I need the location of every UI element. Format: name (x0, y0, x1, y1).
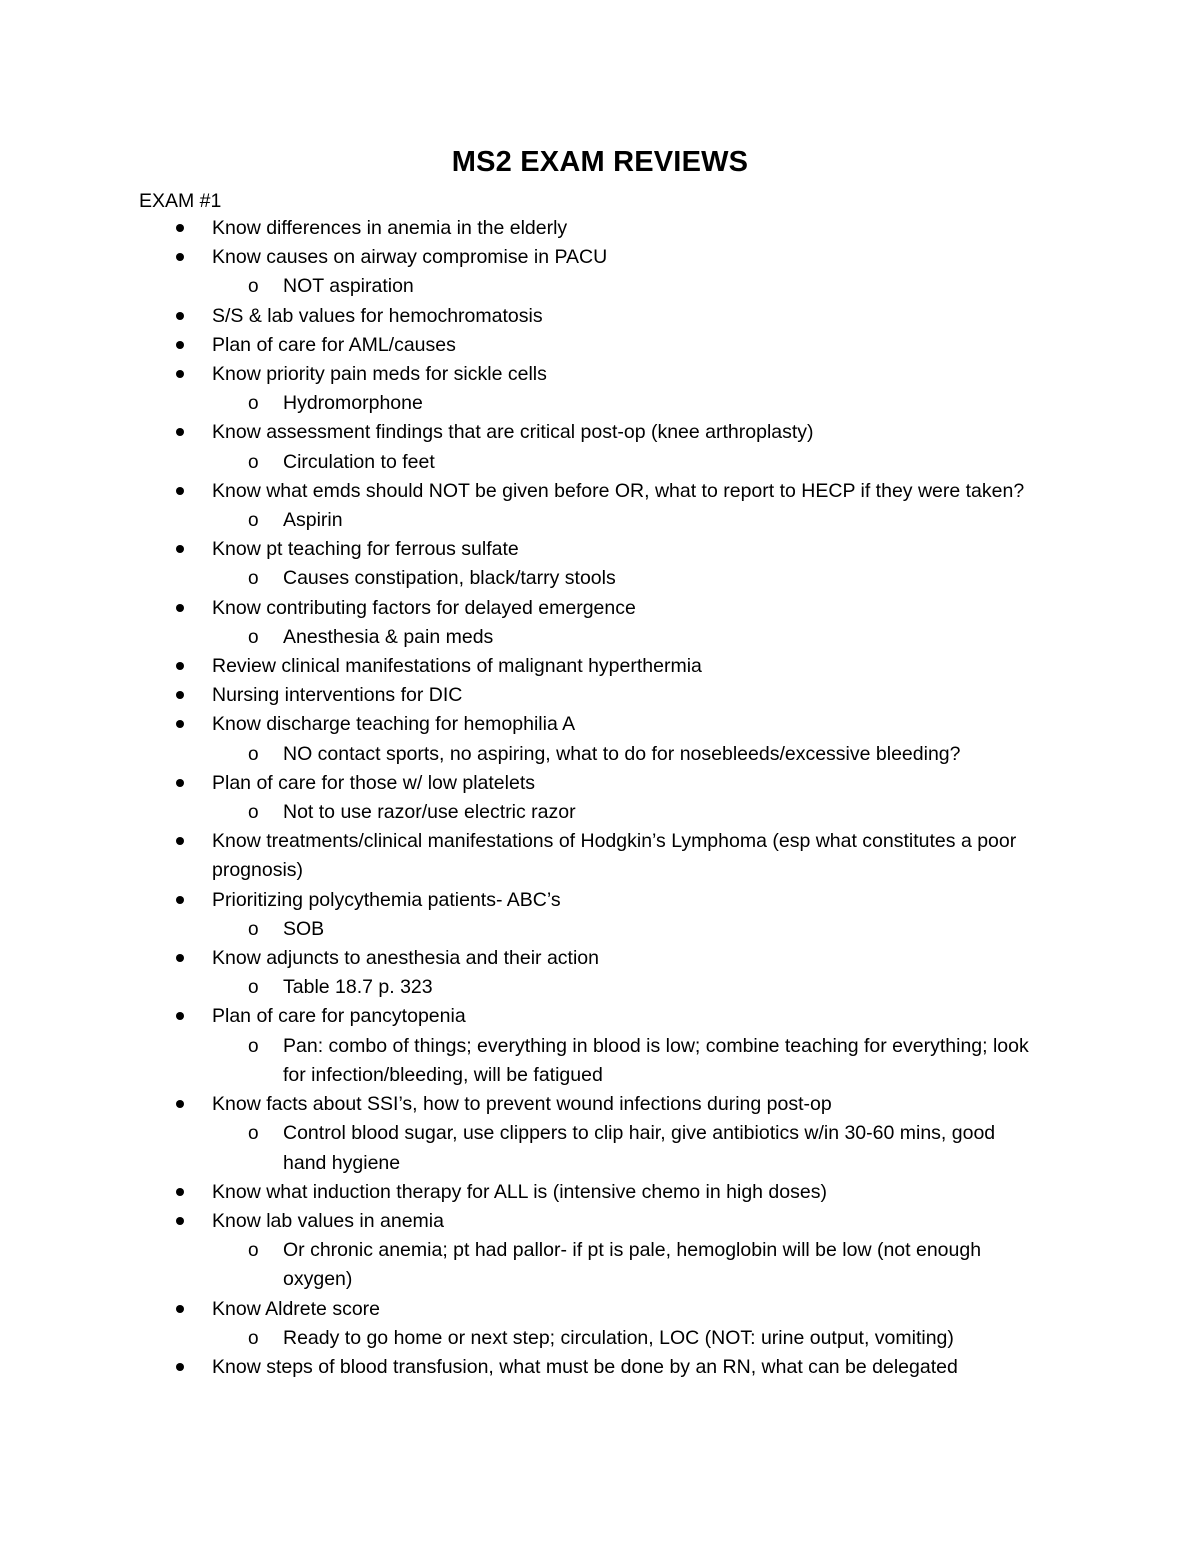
review-subitem-text: NOT aspiration (283, 275, 414, 298)
review-subitem (0, 973, 1200, 1002)
review-item-text: Nursing interventions for DIC (212, 684, 463, 707)
review-item (0, 477, 1200, 506)
review-item-text: Know Aldrete score (212, 1297, 381, 1320)
review-item-text: Know lab values in anemia (212, 1209, 444, 1232)
sub-bullet-icon: o (248, 802, 259, 824)
section-heading: EXAM #1 (139, 190, 222, 212)
review-item (0, 1090, 1200, 1119)
review-subitem-text: Pan: combo of things; everything in blood is low; combine teaching for everything; look for infection/bleeding, will be fatigued (283, 1034, 1029, 1086)
review-subitem (0, 740, 1200, 769)
review-item-text: Review clinical manifestations of malignant hyperthermia (212, 655, 702, 678)
review-item-text: Know contributing factors for delayed emergence (212, 596, 636, 619)
sub-bullet-icon: o (248, 276, 259, 298)
review-item (0, 1002, 1200, 1031)
review-subitem-text: Circulation to feet (283, 450, 435, 473)
bullet-dot-icon (176, 837, 184, 845)
review-item-text: Plan of care for those w/ low platelets (212, 771, 535, 794)
review-item-text: Know adjuncts to anesthesia and their action (212, 947, 600, 970)
sub-bullet-icon: o (248, 626, 259, 648)
review-subitem (0, 1032, 1200, 1090)
review-item (0, 827, 1200, 885)
review-subitem (0, 1236, 1200, 1294)
sub-bullet-icon: o (248, 918, 259, 940)
sub-bullet-icon: o (248, 451, 259, 473)
review-item-text: Know priority pain meds for sickle cells (212, 363, 547, 386)
review-item-text: Know treatments/clinical manifestations of Hodgkin’s Lymphoma (esp what constitutes a poor prognosis) (212, 830, 1017, 882)
sub-bullet-icon: o (248, 743, 259, 765)
bullet-dot-icon (176, 896, 184, 904)
review-item-text: Know facts about SSI’s, how to prevent wound infections during post-op (212, 1093, 832, 1116)
review-subitem (0, 564, 1200, 593)
bullet-dot-icon (176, 1305, 184, 1313)
review-item (0, 1178, 1200, 1207)
review-item-text: S/S & lab values for hemochromatosis (212, 304, 543, 327)
bullet-dot-icon (176, 487, 184, 495)
review-item-text: Plan of care for AML/causes (212, 333, 456, 356)
bullet-dot-icon (176, 1100, 184, 1108)
review-subitem-text: Causes constipation, black/tarry stools (283, 567, 616, 590)
review-subitem-text: Hydromorphone (283, 392, 423, 415)
bullet-dot-icon (176, 1188, 184, 1196)
review-subitem (0, 506, 1200, 535)
review-subitem (0, 272, 1200, 301)
review-item-text: Plan of care for pancytopenia (212, 1005, 466, 1028)
review-subitem (0, 798, 1200, 827)
review-item (0, 944, 1200, 973)
review-item (0, 418, 1200, 447)
review-item-text: Know steps of blood transfusion, what must be done by an RN, what can be delegated (212, 1355, 958, 1378)
review-item-text: Know what induction therapy for ALL is (intensive chemo in high doses) (212, 1180, 827, 1203)
review-item (0, 769, 1200, 798)
bullet-dot-icon (176, 545, 184, 553)
review-item (0, 535, 1200, 564)
review-subitem-text: SOB (283, 917, 325, 940)
sub-bullet-icon: o (248, 977, 259, 999)
bullet-dot-icon (176, 312, 184, 320)
sub-bullet-icon: o (248, 510, 259, 532)
review-subitem-text: Not to use razor/use electric razor (283, 801, 576, 824)
review-item (0, 1207, 1200, 1236)
review-item-text: Know discharge teaching for hemophilia A (212, 713, 576, 736)
sub-bullet-icon: o (248, 1240, 259, 1262)
review-item-text: Know differences in anemia in the elderly (212, 217, 568, 239)
review-item (0, 243, 1200, 272)
bullet-dot-icon (176, 604, 184, 612)
review-item (0, 214, 1200, 243)
bullet-dot-icon (176, 370, 184, 378)
review-item (0, 681, 1200, 710)
review-item (0, 710, 1200, 739)
bullet-dot-icon (176, 954, 184, 962)
review-item (0, 331, 1200, 360)
review-item (0, 1295, 1200, 1324)
bullet-dot-icon (176, 720, 184, 728)
bullet-dot-icon (176, 1012, 184, 1020)
sub-bullet-icon: o (248, 393, 259, 415)
review-subitem-text: Table 18.7 p. 323 (283, 976, 433, 999)
review-subitem-text: Anesthesia & pain meds (283, 625, 494, 648)
review-subitem (0, 389, 1200, 418)
review-item (0, 1353, 1200, 1382)
review-subitem-text: Control blood sugar, use clippers to clip hair, give antibiotics w/in 30-60 mins, good hand hygiene (283, 1122, 996, 1174)
bullet-dot-icon (176, 662, 184, 670)
review-item (0, 360, 1200, 389)
review-subitem-text: NO contact sports, no aspiring, what to do for nosebleeds/excessive bleeding? (283, 742, 961, 765)
bullet-dot-icon (176, 691, 184, 699)
sub-bullet-icon: o (248, 1123, 259, 1145)
bullet-dot-icon (176, 253, 184, 261)
review-subitem-text: Aspirin (283, 509, 343, 532)
sub-bullet-icon: o (248, 568, 259, 590)
review-item-text: Know assessment findings that are critical post-op (knee arthroplasty) (212, 421, 814, 444)
bullet-dot-icon (176, 224, 184, 232)
bullet-dot-icon (176, 428, 184, 436)
bullet-dot-icon (176, 1363, 184, 1371)
review-item (0, 594, 1200, 623)
sub-bullet-icon: o (248, 1327, 259, 1349)
review-subitem (0, 1119, 1200, 1177)
review-subitem (0, 623, 1200, 652)
review-item-text: Know causes on airway compromise in PACU (212, 246, 608, 269)
review-outline (0, 214, 1200, 1382)
review-item (0, 302, 1200, 331)
bullet-dot-icon (176, 1217, 184, 1225)
bullet-dot-icon (176, 341, 184, 349)
review-subitem (0, 448, 1200, 477)
review-subitem-text: Ready to go home or next step; circulation, LOC (NOT: urine output, vomiting) (283, 1326, 954, 1349)
review-subitem-text: Or chronic anemia; pt had pallor- if pt is pale, hemoglobin will be low (not enough oxygen) (283, 1239, 982, 1291)
sub-bullet-icon: o (248, 1035, 259, 1057)
review-item (0, 652, 1200, 681)
bullet-dot-icon (176, 779, 184, 787)
review-subitem (0, 915, 1200, 944)
document-title: MS2 EXAM REVIEWS (451, 146, 749, 178)
review-item-text: Know pt teaching for ferrous sulfate (212, 538, 519, 561)
review-subitem (0, 1324, 1200, 1353)
review-item-text: Know what emds should NOT be given before OR, what to report to HECP if they were taken? (212, 479, 1025, 502)
review-item-text: Prioritizing polycythemia patients- ABC’s (212, 888, 561, 911)
review-item (0, 886, 1200, 915)
